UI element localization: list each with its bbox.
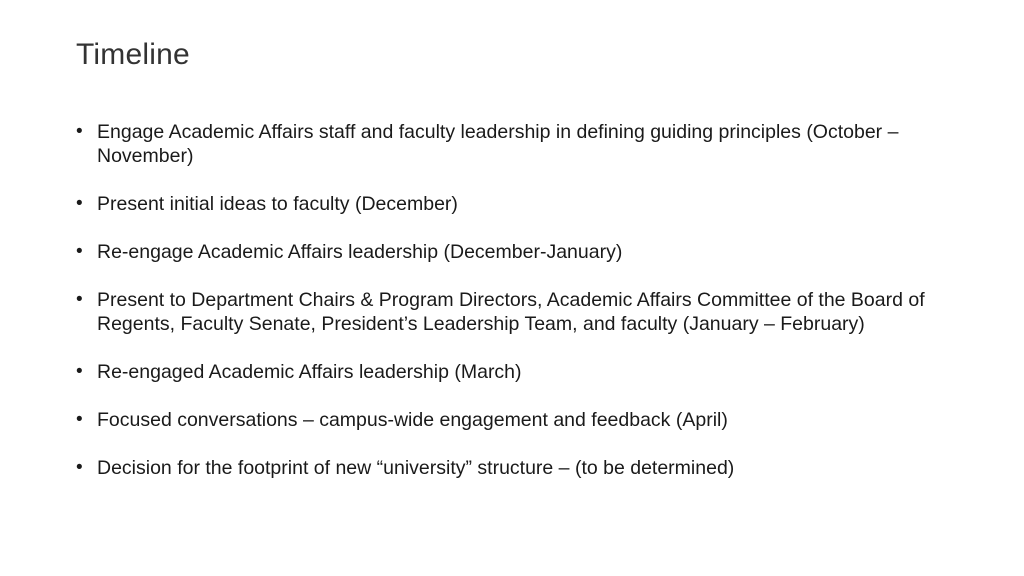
bullet-item [76,240,956,264]
bullet-icon: • [76,457,83,478]
bullet-text: Present to Department Chairs & Program Directors, Academic Affairs Committee of the Board of Regents, Faculty Senate, President’s Leadership Team, and faculty (January – February) [97,289,925,335]
bullet-text: Engage Academic Affairs staff and faculty leadership in defining guiding principles (October – November) [97,121,899,167]
bullet-list [76,120,956,504]
bullet-item [76,456,956,480]
bullet-icon: • [76,121,83,142]
bullet-item [76,192,956,216]
bullet-icon: • [76,409,83,430]
bullet-text: Focused conversations – campus-wide engagement and feedback (April) [97,409,728,431]
bullet-icon: • [76,193,83,214]
bullet-icon: • [76,241,83,262]
bullet-text: Present initial ideas to faculty (December) [97,193,458,215]
bullet-icon: • [76,361,83,382]
bullet-text: Re-engaged Academic Affairs leadership (March) [97,361,522,383]
bullet-item [76,360,956,384]
bullet-icon: • [76,289,83,310]
bullet-item [76,288,956,336]
bullet-item [76,408,956,432]
bullet-text: Decision for the footprint of new “university” structure – (to be determined) [97,457,735,479]
bullet-text: Re-engage Academic Affairs leadership (December-January) [97,241,623,263]
slide-title: Timeline [76,38,190,71]
bullet-item [76,120,956,168]
